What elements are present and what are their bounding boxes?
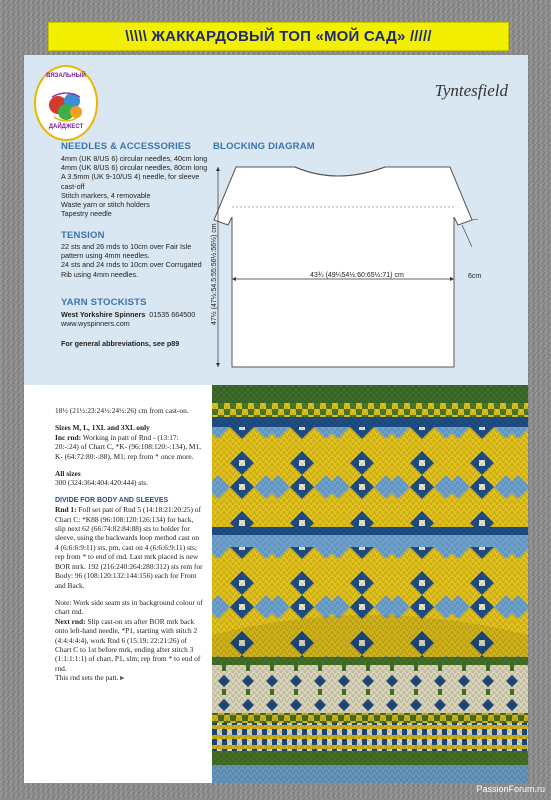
continue-arrow-icon: ▸ [120,673,125,683]
instruction-body: Working in patt of Rnd - (13:17: 20:-:24) of Chart C, *K- (96:108:120:-:134), M1, K- (64:72:80:-:88), M1; rep from * once more. [55,432,201,461]
needles-line: cast-off [61,181,85,191]
stockists-heading: YARN STOCKISTS [61,297,147,308]
instruction-text: 18½ (21½:23:24½:24½:26) cm from cast-on. [55,406,189,415]
instruction-text [55,673,203,682]
logo-text-top: ВЯЗАЛЬНЫЙ [46,73,86,79]
width-dimension: 43¾ (49¼54½:60:65½:71) cm [310,272,404,279]
instructions-column [55,406,203,683]
instruction-note: Note: Work side seam sts in background colour of chart rnd. [55,597,203,617]
garment-outline [210,155,510,380]
stockist-company: West Yorkshire Spinners [61,310,146,319]
needles-line: Stitch markers, 4 removable [61,190,151,200]
sleeve-dimension: 6cm [468,273,482,280]
blocking-diagram [210,155,510,380]
tension-line: 24 sts and 24 rnds to 10cm over Corrugated [61,260,202,270]
magazine-logo [34,65,98,141]
instruction-body: This rnd sets the patt. [55,673,119,683]
magazine-page [24,55,528,783]
length-dimension: 47½ (47½:54.5:55:56½:56½) cm [211,223,218,325]
needles-heading: NEEDLES & ACCESSORIES [61,141,192,152]
abbreviations-note: For general abbreviations, see p89 [61,339,180,348]
instruction-text: 300 (324:364:404:420:444) sts. [55,478,148,488]
logo-text-bottom: ДАЙДЖЕСТ [48,124,84,130]
tension-list [61,242,202,279]
info-panel [24,55,528,385]
instruction-subheading: All sizes [55,469,81,479]
instruction-text [55,433,203,461]
blocking-heading: BLOCKING DIAGRAM [213,141,315,152]
stockists-info [61,310,195,328]
tension-heading: TENSION [61,230,105,241]
instruction-text [55,617,203,673]
instruction-label: Next rnd: [55,616,86,626]
tension-line: Rib using 4mm needles. [61,269,139,279]
needles-line: Tapestry needle [61,209,112,219]
instruction-subheading: Sizes M, L, 1XL and 3XL only [55,423,150,433]
needles-line: 4mm (UK 8/US 6) circular needles, 80cm long [61,163,208,173]
tension-line: pattern using 4mm needles. [61,251,150,261]
tension-line: 22 sts and 26 rnds to 10cm over Fair Isle [61,242,192,251]
instruction-label: Rnd 1: [55,505,77,515]
site-watermark: PassionForum.ru [476,784,545,794]
instruction-body: Slip cast-on sts after BOR mrk back onto left-hand needle, *P1, starting with stitch 2 (4:4:4:4:4), work Rnd 6 (15:19: 22:21:26) of Chart C to 1st before mrk, ending after stitch 3 (1:1:1:1:1) of chart, P1, slm; rep from * to end of rnd. [55,616,201,673]
needles-list [61,154,207,218]
page-banner: \\\\\ ЖАККАРДОВЫЙ ТОП «МОЙ САД» ///// [48,22,509,51]
pattern-title: Tyntesfield [434,81,508,100]
instruction-body: Foll set patt of Rnd 5 (14:18:21:20:25) of Chart C: *K88 (96:108:120:126:134) for back, slip next 62 (66:74:82:84:88) sts to holder for sleeve, using the backwards loop method cast on 4 (6:6:6:9:11) sts, pm, cast on 4 (6:6:6:9:11) sts; rep from * to end of rnd. Last mrk placed is new BOR mrk. 192 (216:240:264:288:312) sts rem for Body: 96 (108:120:132:144:156) each for Front and Back. [55,505,203,590]
stockist-url[interactable]: www.wyspinners.com [61,319,130,329]
stockist-phone: 01535 664500 [149,310,196,319]
instruction-text [55,505,203,590]
stockist-row [61,310,195,319]
fair-isle-pattern [212,385,528,783]
section-heading: DIVIDE FOR BODY AND SLEEVES [55,496,169,504]
needles-line: 4mm (UK 8/US 6) circular needles, 40cm long [61,154,208,163]
instruction-label: Inc rnd: [55,432,82,442]
needles-line: Waste yarn or stitch holders [61,200,150,210]
knitwear-photo [212,385,528,783]
needles-line: A 3.5mm (UK 9-10/US 4) needle, for sleeve [61,172,200,182]
